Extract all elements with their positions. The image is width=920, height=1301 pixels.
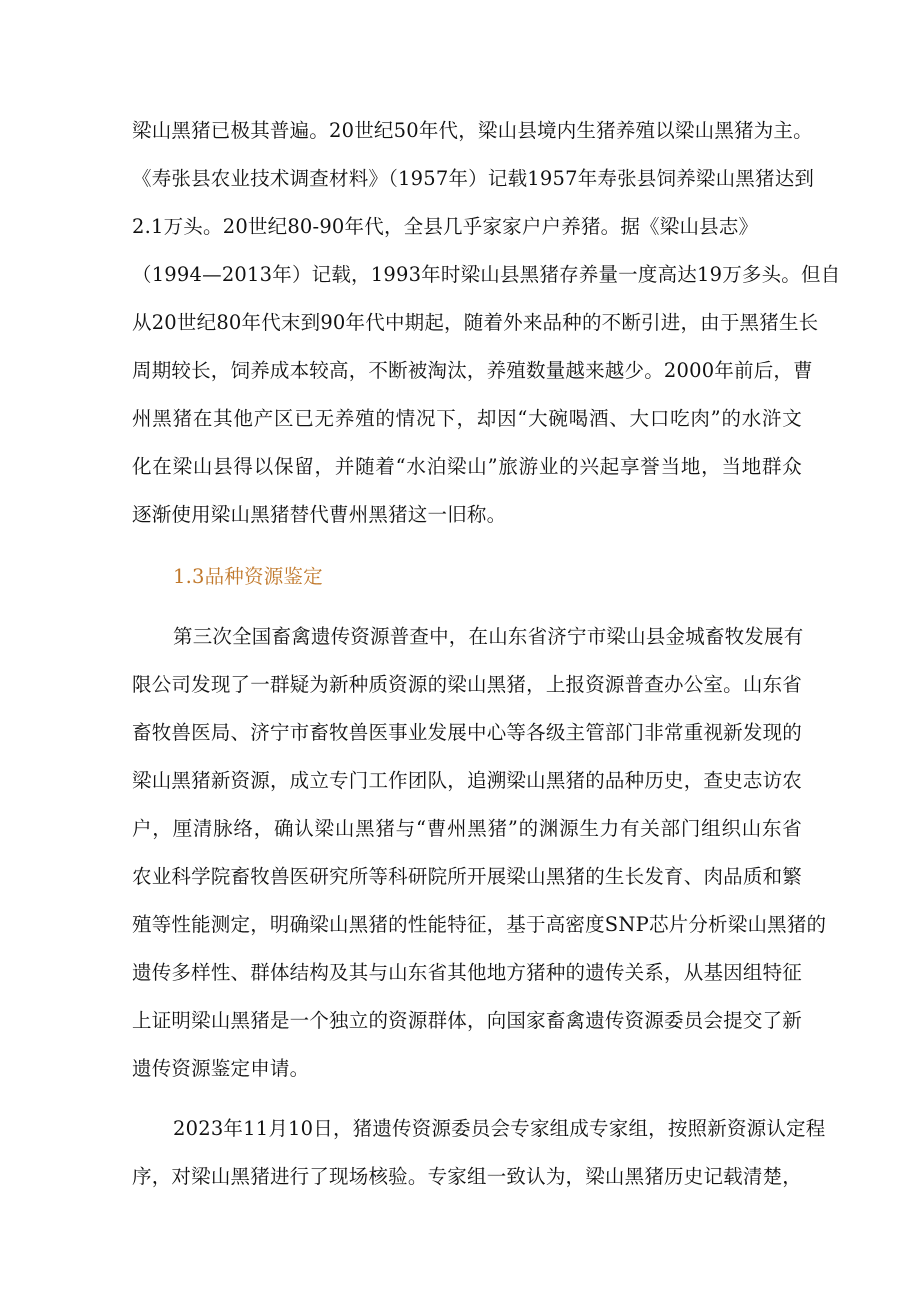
paragraph-3-line-2: 序，对梁山黑猪进行了现场核验。专家组一致认为，梁山黑猪历史记载清楚， xyxy=(132,1165,802,1188)
paragraph-2-line-5: 户，厘清脉络，确认梁山黑猪与“曹州黑猪”的渊源生力有关部门组织山东省 xyxy=(132,817,802,840)
paragraph-1-line-5: 从20世纪80年代末到90年代中期起，随着外来品种的不断引进，由于黑猪生长 xyxy=(132,311,819,334)
paragraph-2-line-7: 殖等性能测定，明确梁山黑猪的性能特征，基于高密度SNP芯片分析梁山黑猪的 xyxy=(132,913,827,936)
paragraph-1-line-3: 2.1万头。20世纪80-90年代，全县几乎家家户户养猪。据《梁山县志》 xyxy=(132,215,759,238)
paragraph-1-line-8: 化在梁山县得以保留，并随着“水泊梁山”旅游业的兴起享誉当地，当地群众 xyxy=(132,455,802,478)
paragraph-2-line-2: 限公司发现了一群疑为新种质资源的梁山黑猪，上报资源普查办公室。山东省 xyxy=(132,673,802,696)
paragraph-1-line-1: 梁山黑猪已极其普遍。20世纪50年代，梁山县境内生猪养殖以梁山黑猪为主。 xyxy=(132,119,813,142)
paragraph-3-line-1: 2023年11月10日，猪遗传资源委员会专家组成专家组，按照新资源认定程 xyxy=(173,1117,826,1140)
paragraph-2-line-6: 农业科学院畜牧兽医研究所等科研院所开展梁山黑猪的生长发育、肉品质和繁 xyxy=(132,865,802,888)
paragraph-2-line-8: 遗传多样性、群体结构及其与山东省其他地方猪种的遗传关系，从基因组特征 xyxy=(132,961,802,984)
paragraph-2-line-9: 上证明梁山黑猪是一个独立的资源群体，向国家畜禽遗传资源委员会提交了新 xyxy=(132,1009,802,1032)
paragraph-1-line-6: 周期较长，饲养成本较高，不断被淘汰，养殖数量越来越少。2000年前后，曹 xyxy=(132,359,813,382)
paragraph-2-line-1: 第三次全国畜禽遗传资源普查中，在山东省济宁市梁山县金城畜牧发展有 xyxy=(173,625,804,648)
paragraph-1-line-2: 《寿张县农业技术调查材料》（1957年）记载1957年寿张县饲养梁山黑猪达到 xyxy=(132,167,815,190)
paragraph-2-line-3: 畜牧兽医局、济宁市畜牧兽医事业发展中心等各级主管部门非常重视新发现的 xyxy=(132,721,802,744)
section-heading: 1.3品种资源鉴定 xyxy=(173,565,323,588)
paragraph-2-line-4: 梁山黑猪新资源，成立专门工作团队，追溯梁山黑猪的品种历史，查史志访农 xyxy=(132,769,802,792)
paragraph-1-line-7: 州黑猪在其他产区已无养殖的情况下，却因“大碗喝酒、大口吃肉”的水浒文 xyxy=(132,407,802,430)
paragraph-1-line-4: （1994—2013年）记载，1993年时梁山县黑猪存养量一度高达19万多头。但自 xyxy=(132,263,841,286)
paragraph-1-line-9: 逐渐使用梁山黑猪替代曹州黑猪这一旧称。 xyxy=(132,503,507,526)
paragraph-2-line-10: 遗传资源鉴定申请。 xyxy=(132,1057,310,1080)
